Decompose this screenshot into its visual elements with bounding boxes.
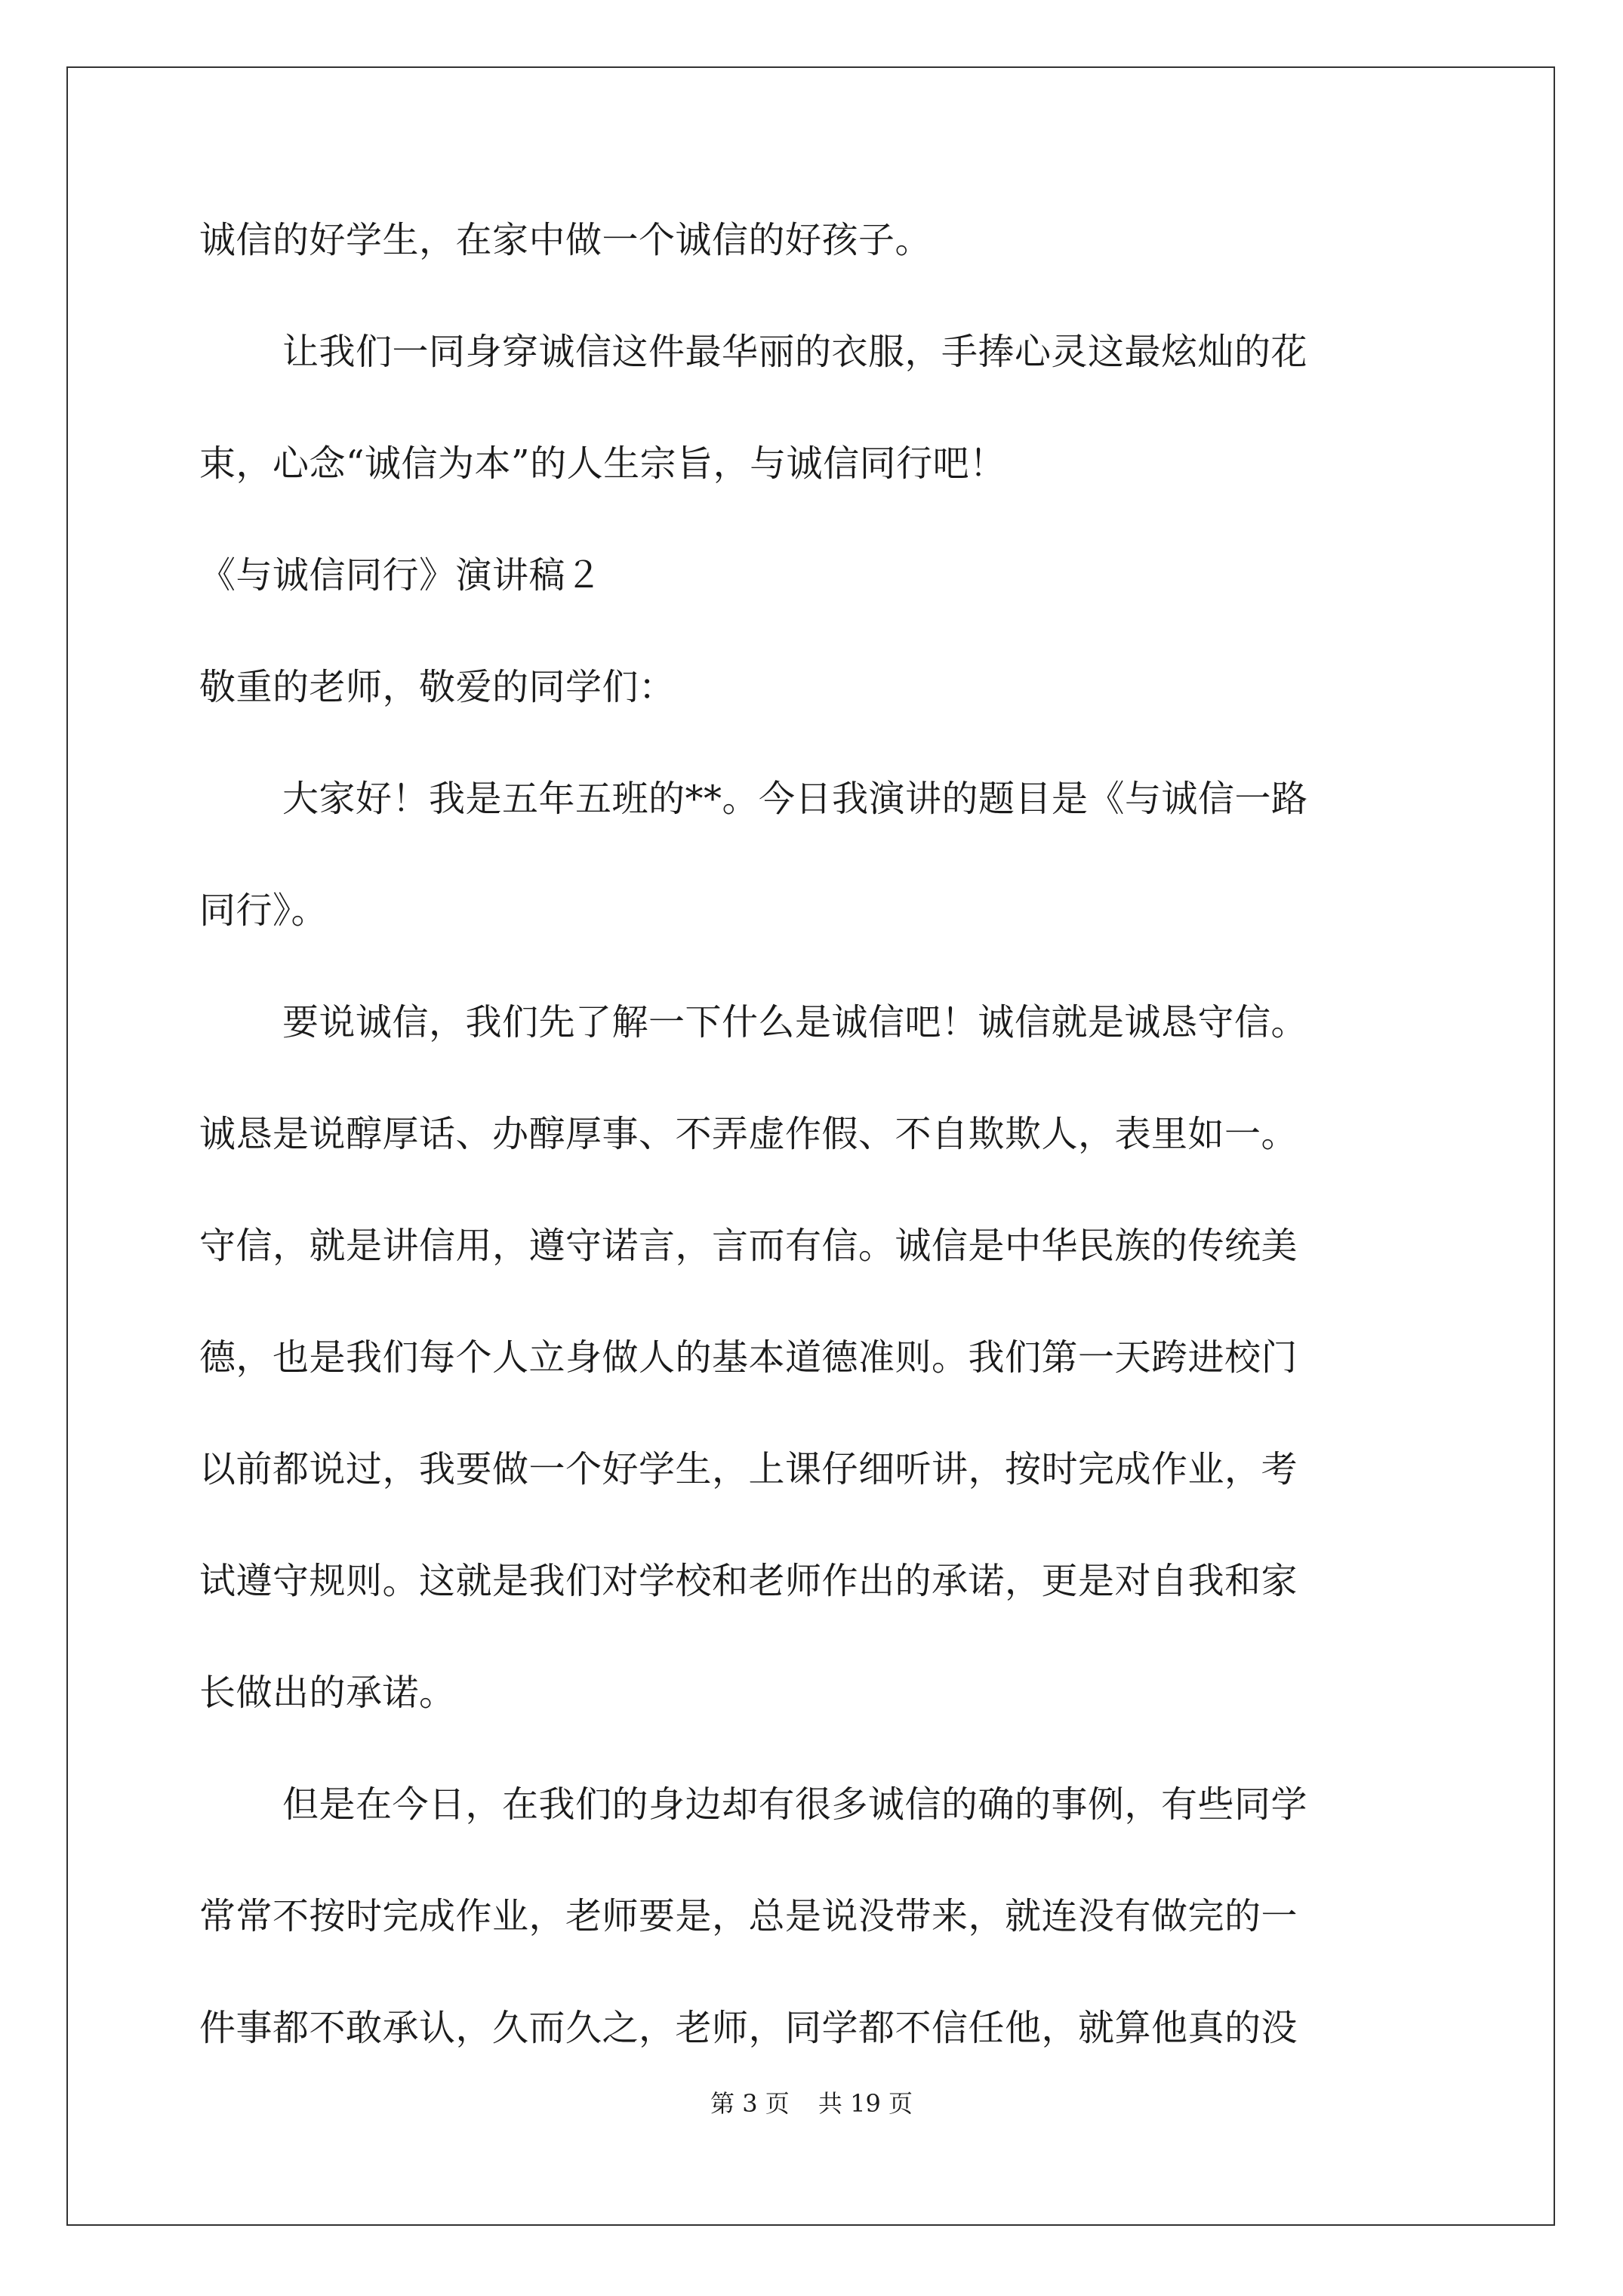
- paragraph-line: 大家好！我是五年五班的**。今日我演讲的题目是《与诚信一路: [282, 778, 1308, 820]
- text-line: 德，也是我们每个人立身做人的基本道德准则。我们第一天跨进校门: [199, 1336, 1298, 1379]
- text-line: 守信，就是讲信用，遵守诺言，言而有信。诚信是中华民族的传统美: [199, 1225, 1298, 1267]
- text-line: 诚恳是说醇厚话、办醇厚事、不弄虚作假、不自欺欺人，表里如一。: [199, 1113, 1298, 1155]
- text-line: 诚信的好学生，在家中做一个诚信的好孩子。: [199, 219, 932, 261]
- page-number: 第 3 页: [710, 2089, 790, 2118]
- salutation: 敬重的老师，敬爱的同学们：: [199, 666, 676, 708]
- text-line: 长做出的承诺。: [199, 1672, 456, 1714]
- section-title: 《与诚信同行》演讲稿２: [199, 554, 602, 596]
- paragraph-line: 要说诚信，我们先了解一下什么是诚信吧！诚信就是诚恳守信。: [282, 1001, 1308, 1043]
- paragraph-line: 让我们一同身穿诚信这件最华丽的衣服，手捧心灵这最炫灿的花: [282, 331, 1308, 373]
- text-line: 件事都不敢承认，久而久之，老师，同学都不信任他，就算他真的没: [199, 2007, 1298, 2049]
- text-line: 试遵守规则。这就是我们对学校和老师作出的承诺，更是对自我和家: [199, 1560, 1298, 1602]
- text-line: 常常不按时完成作业，老师要是，总是说没带来，就连没有做完的一: [199, 1895, 1298, 1937]
- page-total: 共 19 页: [818, 2089, 913, 2118]
- paragraph-line: 但是在今日，在我们的身边却有很多诚信的确的事例，有些同学: [282, 1783, 1308, 1826]
- text-line: 同行》。: [199, 889, 328, 932]
- page-footer: [0, 2088, 1623, 2119]
- text-line: 以前都说过，我要做一个好学生，上课仔细听讲，按时完成作业，考: [199, 1448, 1298, 1490]
- text-line: 束，心念“诚信为本”的人生宗旨，与诚信同行吧！: [199, 442, 1006, 485]
